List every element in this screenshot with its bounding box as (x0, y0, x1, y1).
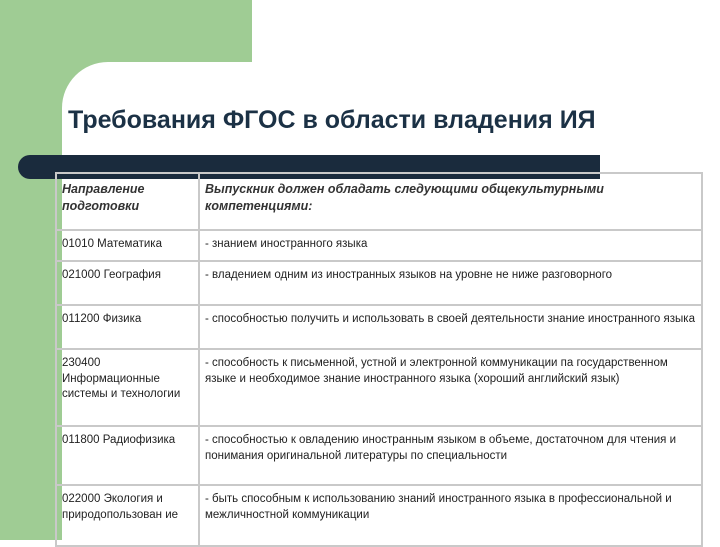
table-cell-competency: - владением одним из иностранных языков на уровне не ниже разговорного (199, 261, 702, 305)
table-cell-competency: - быть способным к использованию знаний иностранного языка в профессиональной и межличностной коммуникации (199, 485, 702, 546)
table-row (56, 426, 702, 485)
table-cell-direction: 01010 Математика (56, 230, 199, 261)
table-cell-competency: - способность к письменной, устной и электронной коммуникации па государственном языке и необходимое знание иностранного языка (хороший английский язык) (199, 349, 702, 426)
table-row (56, 230, 702, 261)
table-header-row (56, 173, 702, 230)
table-cell-competency: - способностью получить и использовать в своей деятельности знание иностранного языка (199, 305, 702, 349)
table-cell-competency: - знанием иностранного языка (199, 230, 702, 261)
table-row (56, 261, 702, 305)
requirements-table (55, 172, 703, 547)
table-cell-direction: 011200 Физика (56, 305, 199, 349)
table-row (56, 485, 702, 546)
table-cell-competency: - способностью к овладению иностранным языком в объеме, достаточном для чтения и понимания оригинальной литературы по специальности (199, 426, 702, 485)
table-row (56, 349, 702, 426)
header-competencies: Выпускник должен обладать следующими общекультурными компетенциями: (199, 173, 702, 230)
table-cell-direction: 021000 География (56, 261, 199, 305)
header-direction: Направление подготовки (56, 173, 199, 230)
table-cell-direction: 011800 Радиофизика (56, 426, 199, 485)
table-cell-direction: 230400 Информационные системы и технологии (56, 349, 199, 426)
slide-title: Требования ФГОС в области владения ИЯ (68, 106, 596, 134)
table-row (56, 305, 702, 349)
table-cell-direction: 022000 Экология и природопользован ие (56, 485, 199, 546)
